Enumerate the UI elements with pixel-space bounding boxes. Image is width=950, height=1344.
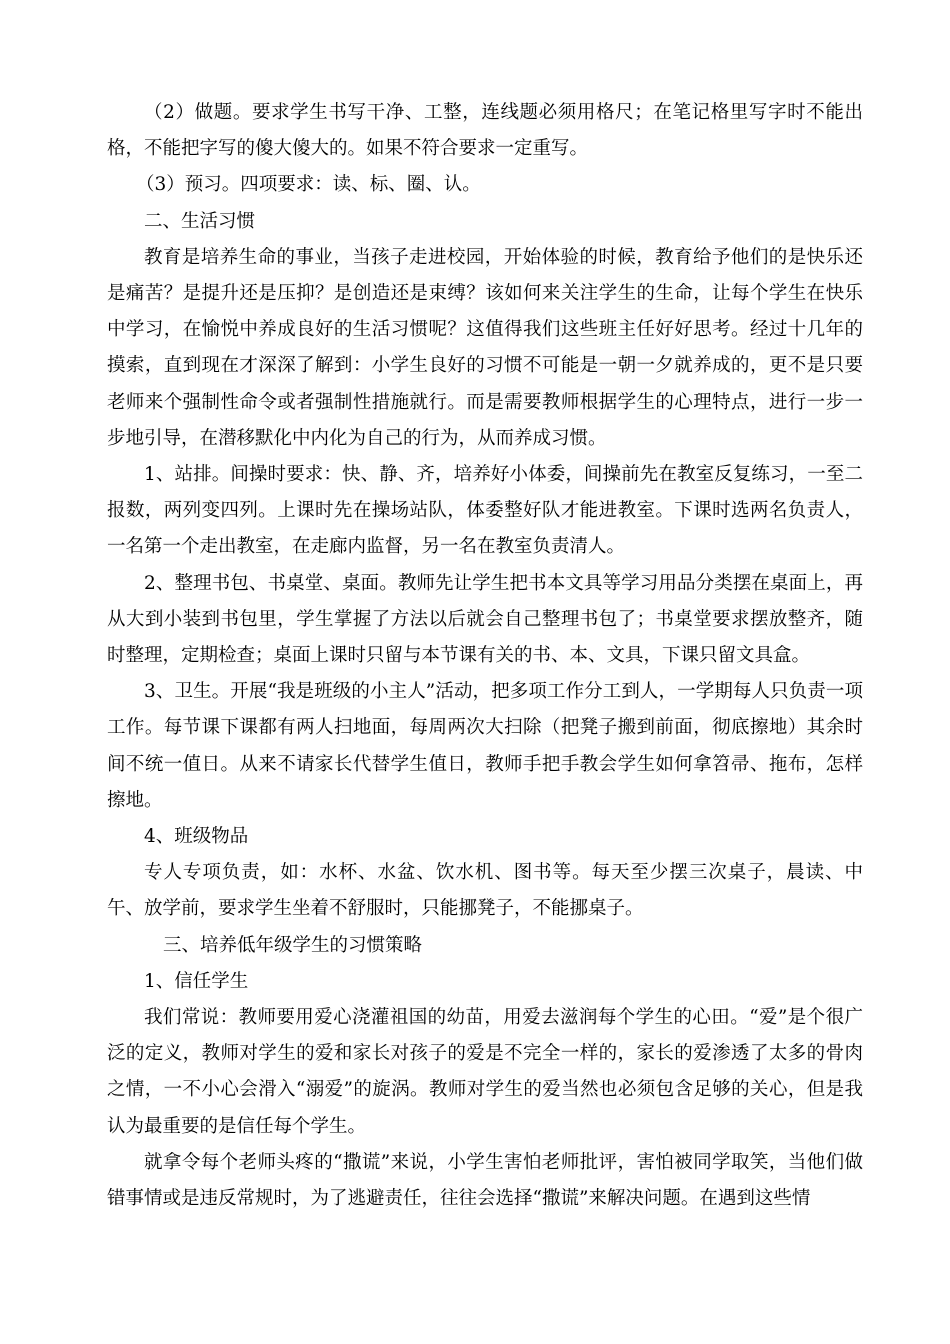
paragraph-class-items: 专人专项负责，如：水杯、水盆、饮水机、图书等。每天至少摆三次桌子，晨读、中午、放学前，要求学生坐着不舒服时，只能挪凳子，不能挪桌子。 xyxy=(107,862,863,920)
paragraph-education-intro: 教育是培养生命的事业，当孩子走进校园，开始体验的时候，教育给予他们的是快乐还是痛苦？是提升还是压抑？是创造还是束缚？该如何来关注学生的生命，让每个学生在快乐中学习，在愉悦中养成良好的生活习惯呢？这值得我们这些班主任好好思考。经过十几年的摸索，直到现在才深深了解到：小学生良好的习惯不可能是一朝一夕就养成的，更不是只要老师来个强制性命令或者强制性措施就行。而是需要教师根据学生的心理特点，进行一步一步地引导，在潜移默化中内化为自己的行为，从而养成习惯。 xyxy=(107,246,863,449)
paragraph-lining-up: 1、站排。间操时要求：快、静、齐，培养好小体委，间操前先在教室反复练习，一至二报数，两列变四列。上课时先在操场站队，体委整好队才能进教室。下课时选两名负责人，一名第一个走出教室，在走廊内监督，另一名在教室负责清人。 xyxy=(107,464,863,558)
paragraph-hygiene: 3、卫生。开展“我是班级的小主人”活动，把多项工作分工到人，一学期每人只负责一项工作。每节课下课都有两人扫地面，每周两次大扫除（把凳子搬到前面，彻底擦地）其余时间不统一值日。从来不请家长代替学生值日，教师手把手教会学生如何拿笤帚、拖布，怎样擦地。 xyxy=(107,681,863,811)
paragraph-organizing-bags: 2、整理书包、书桌堂、桌面。教师先让学生把书本文具等学习用品分类摆在桌面上，再从大到小装到书包里，学生掌握了方法以后就会自己整理书包了；书桌堂要求摆放整齐，随时整理，定期检查；桌面上课时只留与本节课有关的书、本、文具，下课只留文具盒。 xyxy=(107,572,863,667)
document-body xyxy=(107,95,863,1217)
section-heading-living-habits: 二、生活习惯 xyxy=(144,210,256,232)
paragraph-lying: 就拿令每个老师头疼的“撒谎”来说，小学生害怕老师批评，害怕被同学取笑，当他们做错事情或是违反常规时，为了逃避责任，往往会选择“撒谎”来解决问题。在遇到这些情 xyxy=(107,1151,863,1210)
paragraph-love-and-trust: 我们常说：教师要用爱心浇灌祖国的幼苗，用爱去滋润每个学生的心田。“爱”是个很广泛的定义，教师对学生的爱和家长对孩子的爱是不完全一样的，家长的爱渗透了太多的骨肉之情，一不小心会滑入“溺爱”的旋涡。教师对学生的爱当然也必须包含足够的关心，但是我认为最重要的是信任每个学生。 xyxy=(107,1007,863,1137)
paragraph-homework: （2）做题。要求学生书写干净、工整，连线题必须用格尺；在笔记格里写字时不能出格，不能把字写的傻大傻大的。如果不符合要求一定重写。 xyxy=(107,102,863,160)
subheading-trust-students: 1、信任学生 xyxy=(144,970,249,992)
paragraph-preview: （3）预习。四项要求：读、标、圈、认。 xyxy=(136,174,481,196)
subheading-class-items: 4、班级物品 xyxy=(144,826,249,848)
section-heading-habit-strategies: 三、培养低年级学生的习惯策略 xyxy=(163,934,423,956)
